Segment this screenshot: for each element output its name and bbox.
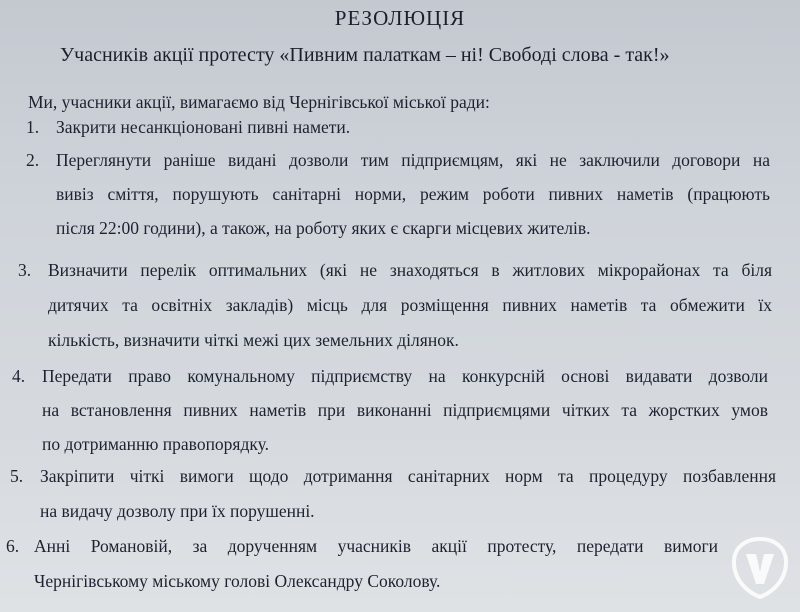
item-line: кількість, визначити чіткі межі цих земельних ділянок.: [48, 330, 459, 350]
document-subtitle: Учасників акції протесту «Пивним палаткам – ні! Свободі слова - так!»: [60, 44, 670, 66]
item-number: 1.: [26, 117, 40, 137]
item-line: Передати право комунальному підприємству на конкурсній основі видавати дозволи: [42, 366, 768, 386]
item-line: Закрити несанкціоновані пивні намети.: [56, 117, 351, 137]
item-line: дитячих та освітніх закладів) місць для розміщення пивних наметів та обмежити їх: [48, 295, 772, 315]
item-line: Переглянути раніше видані дозволи тим підприємцям, які не заключили договори на: [56, 150, 770, 170]
item-number: 3.: [18, 260, 32, 280]
item-line: після 22:00 години), а також, на роботу яких є скарги місцевих жителів.: [56, 218, 591, 238]
item-line: вивіз сміття, порушують санітарні норми, режим роботи пивних наметів (працюють: [56, 184, 770, 204]
item-line: Визначити перелік оптимальних (які не знаходяться в житлових мікрорайонах та біля: [48, 260, 772, 280]
item-line: Чернігівському міському голові Олександру Соколову.: [34, 571, 441, 591]
item-line: Закріпити чіткі вимоги щодо дотримання санітарних норм та процедуру позбавлення: [40, 466, 776, 486]
item-number: 2.: [26, 150, 40, 170]
intro-paragraph: Ми, учасники акції, вимагаємо від Чернігівської міської ради:: [28, 92, 490, 112]
v-shield-logo-icon: [728, 536, 792, 600]
item-line: на видачу дозволу при їх порушенні.: [40, 501, 315, 521]
document-title: РЕЗОЛЮЦІЯ: [334, 6, 466, 30]
item-number: 5.: [10, 466, 24, 486]
item-line: на встановлення пивних наметів при виконанні підприємцями чітких та жорстких умов: [42, 400, 768, 420]
item-number: 6.: [6, 536, 20, 556]
item-number: 4.: [12, 366, 26, 386]
item-line: Анні Романовій, за дорученням учасників акції протесту, передати вимоги: [34, 536, 718, 556]
item-line: по дотриманню правопорядку.: [42, 434, 270, 454]
